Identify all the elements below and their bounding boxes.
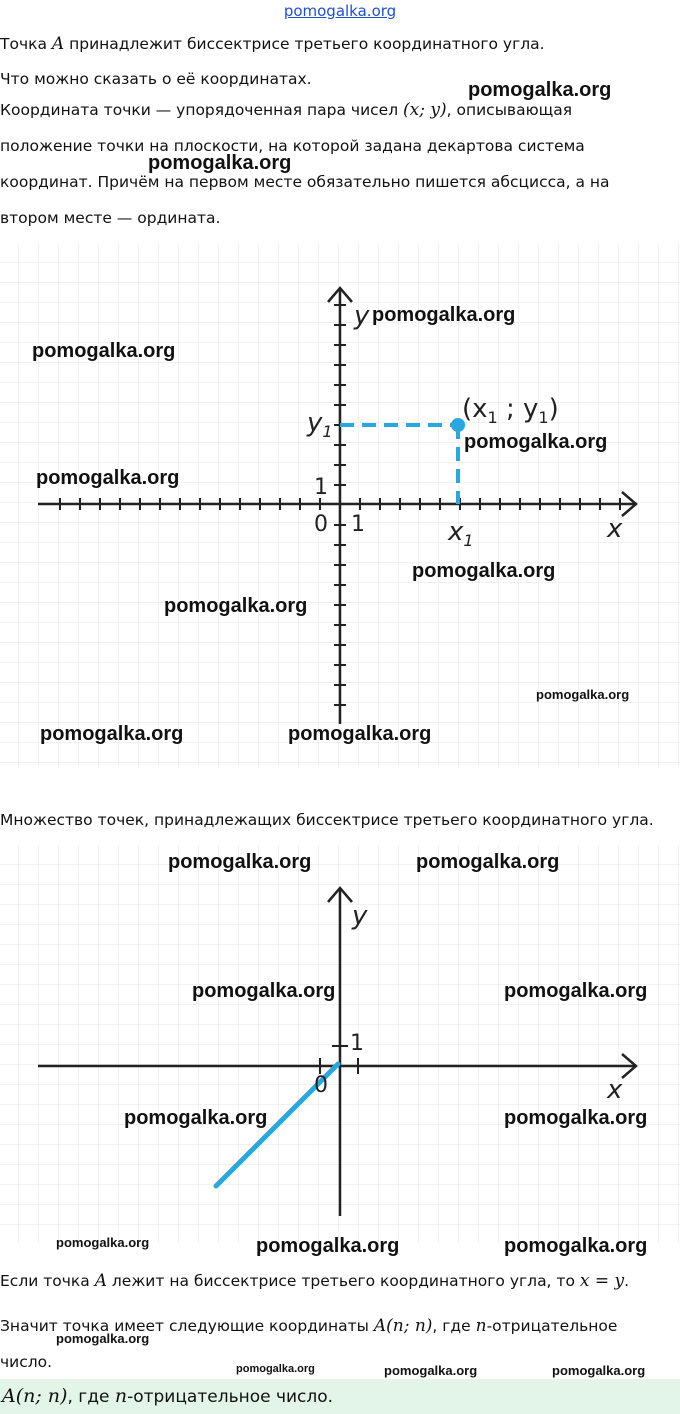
point-label-sub-x: 1	[487, 408, 498, 427]
watermark: pomogalka.org	[124, 1107, 268, 1129]
equality-math: x = y	[579, 1271, 625, 1291]
y-unit-label: 1	[350, 1031, 364, 1056]
watermark: pomogalka.org	[40, 723, 184, 745]
task-text: Точка	[0, 35, 52, 53]
watermark: pomogalka.org	[504, 1107, 648, 1129]
explanation-line-3: координат. Причём на первом месте обязательно пишется абсцисса, а на	[0, 173, 610, 191]
task-line-1	[0, 34, 545, 54]
point-label-close: )	[548, 394, 559, 424]
site-header-link[interactable]: pomogalka.org	[283, 2, 397, 20]
figure-2-caption: Множество точек, принадлежащих биссектрисе третьего координатного угла.	[0, 811, 654, 829]
watermark: pomogalka.org	[464, 431, 608, 453]
task-text: принадлежит биссектрисе третьего координатного угла.	[64, 35, 545, 53]
watermark: pomogalka.org	[536, 687, 630, 702]
watermark: pomogalka.org	[236, 1363, 315, 1375]
watermark: pomogalka.org	[468, 79, 612, 101]
coordinate-plane-figure-2	[0, 846, 680, 1242]
y-axis-label: y	[354, 301, 370, 331]
watermark: pomogalka.org	[36, 467, 180, 489]
watermark: pomogalka.org	[192, 980, 336, 1002]
answer-box	[0, 1379, 680, 1414]
conclusion-text: Значит точка имеет следующие координаты	[0, 1317, 374, 1335]
watermark: pomogalka.org	[56, 1235, 150, 1250]
explanation-line-2: положение точки на плоскости, на которой задана декартова система	[0, 137, 585, 155]
explanation-text: , описывающая	[446, 101, 573, 119]
point-label-mid: ; y	[497, 394, 539, 424]
watermark: pomogalka.org	[384, 1363, 478, 1378]
coordinates-math: A(n; n)	[373, 1316, 433, 1336]
point-var: A	[51, 34, 65, 54]
explanation-line-4: втором месте — ордината.	[0, 209, 221, 227]
answer-plain: -отрицательное число.	[127, 1387, 334, 1407]
y1-subscript: 1	[322, 422, 333, 441]
answer-plain: , где	[67, 1387, 115, 1407]
point-label-sub-y: 1	[538, 408, 549, 427]
conclusion-line-3: число.	[0, 1353, 53, 1371]
watermark: pomogalka.org	[412, 560, 556, 582]
pair-math: (x; y)	[403, 100, 447, 120]
answer-text	[2, 1385, 333, 1407]
watermark: pomogalka.org	[256, 1235, 400, 1257]
explanation-line-1	[0, 100, 572, 120]
watermark: pomogalka.org	[168, 851, 312, 873]
conclusion-text: лежит на биссектрисе третьего координатного угла, то	[106, 1272, 580, 1290]
y1-letter: y	[307, 408, 323, 438]
task-line-2: Что можно сказать о её координатах.	[0, 70, 312, 88]
x-axis-label: x	[607, 514, 623, 544]
x1-letter: x	[448, 517, 464, 547]
origin-label: 0	[314, 512, 328, 537]
watermark: pomogalka.org	[504, 1235, 648, 1257]
n-var: n	[475, 1316, 487, 1336]
x1-subscript: 1	[463, 531, 474, 550]
y-axis-label: y	[352, 901, 368, 931]
conclusion-text: .	[624, 1272, 630, 1290]
point-var: A	[94, 1271, 107, 1291]
x-unit-label: 1	[351, 512, 365, 537]
conclusion-text: -отрицательное	[486, 1317, 618, 1335]
conclusion-line-1	[0, 1271, 629, 1291]
conclusion-text: , где	[432, 1317, 476, 1335]
watermark: pomogalka.org	[56, 1331, 150, 1346]
point-label-open: (x	[462, 394, 488, 424]
watermark: pomogalka.org	[288, 723, 432, 745]
watermark: pomogalka.org	[552, 1363, 646, 1378]
answer-n-var: n	[114, 1385, 128, 1407]
explanation-text: Координата точки — упорядоченная пара чисел	[0, 101, 404, 119]
answer-math: A(n; n)	[2, 1385, 68, 1407]
watermark: pomogalka.org	[32, 340, 176, 362]
watermark: pomogalka.org	[372, 304, 516, 326]
watermark: pomogalka.org	[504, 980, 648, 1002]
conclusion-text: Если точка	[0, 1272, 95, 1290]
watermark: pomogalka.org	[148, 152, 292, 174]
watermark: pomogalka.org	[164, 595, 308, 617]
x-axis-label: x	[607, 1075, 623, 1105]
watermark: pomogalka.org	[416, 851, 560, 873]
origin-label: 0	[314, 1073, 328, 1098]
y-unit-label: 1	[314, 475, 328, 500]
